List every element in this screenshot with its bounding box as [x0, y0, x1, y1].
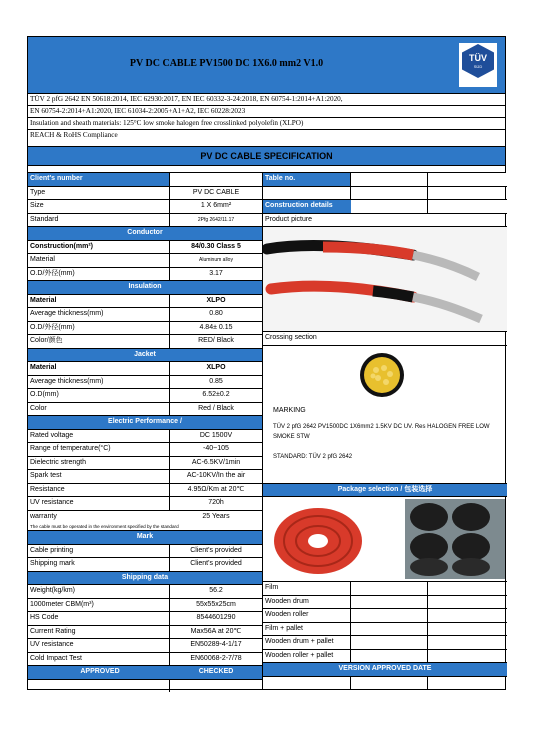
client-number-row: Client's number: [28, 173, 262, 187]
spec-row: Spark test AC-10KV/In the air: [28, 470, 262, 484]
construction-details-row: Construction details: [263, 200, 507, 214]
spec-row: 1000meter CBM(m³) 55x55x25cm: [28, 599, 262, 613]
approval-row: APPROVED CHECKED: [28, 666, 262, 680]
spec-row: O.D/外径(mm) 3.17: [28, 268, 262, 282]
crossing-section-label: Crossing section: [263, 332, 507, 346]
spec-row: Cold Impact Test EN60068-2-7/78: [28, 653, 262, 667]
spec-row: Material Aluminum alloy: [28, 254, 262, 268]
product-picture-label: Product picture: [263, 214, 507, 228]
spec-row: Average thickness(mm) 0.85: [28, 376, 262, 390]
spec-title: PV DC CABLE SPECIFICATION: [28, 146, 505, 166]
approval-blank-row: [28, 680, 262, 693]
spec-row: Size 1 X 6mm²: [28, 200, 262, 214]
version-blank-row: [263, 677, 507, 690]
package-photos: [263, 497, 507, 581]
spec-row: HS Code 8544601290: [28, 612, 262, 626]
spec-row: Material XLPO: [28, 295, 262, 309]
spec-row: UV resistance EN50289-4-1/17: [28, 639, 262, 653]
tuv-sud-logo: TÜV SÜD: [459, 43, 497, 87]
spec-row: Type PV DC CABLE: [28, 187, 262, 201]
package-option: Film + pallet: [263, 623, 507, 637]
package-option: Film: [263, 582, 507, 596]
marking-block: [263, 398, 507, 464]
spec-row: Rated voltage DC 1500V: [28, 430, 262, 444]
spec-sheet: [27, 36, 506, 690]
section-conductor: Conductor: [28, 227, 262, 241]
spec-row: Color/颜色 RED/ Black: [28, 335, 262, 349]
spec-row: Average thickness(mm) 0.80: [28, 308, 262, 322]
marking-title: MARKING: [273, 406, 306, 414]
package-option: Wooden roller: [263, 609, 507, 623]
spec-row: Cable printing Client's provided: [28, 545, 262, 559]
package-option: Wooden drum + pallet: [263, 636, 507, 650]
package-option: Wooden roller + pallet: [263, 650, 507, 664]
sheet-title: PV DC CABLE PV1500 DC 1X6.0 mm2 V1.0: [129, 58, 324, 69]
spec-row: Current Rating Max56A at 20℃: [28, 626, 262, 640]
spec-row: Standard 2Pfg 2642/11.17: [28, 214, 262, 228]
cross-section-illustration: [263, 346, 507, 398]
sheet-header: [28, 37, 505, 94]
spec-row: Color Red / Black: [28, 403, 262, 417]
standards-line-1: TÜV 2 pfG 2642 EN 50618:2014, IEC 62930:2017, EN IEC 60332-3-24:2018, EN 60754-1:2014+A1:2020,: [28, 94, 505, 106]
spec-row: Resistance 4.95Ω/Km at 20℃: [28, 484, 262, 498]
section-mark: Mark: [28, 531, 262, 545]
standards-line-3: Insulation and sheath materials: 125°C low smoke halogen free crosslinked polyolefin (XLPO): [28, 118, 505, 130]
standards-line-2: EN 60754-2:2014+A1:2020, IEC 61034-2:2005+A1+A2, IEC 60228:2023: [28, 106, 505, 118]
spec-row: warranty 25 Years: [30, 512, 230, 520]
crossing-section-picture: [263, 346, 507, 398]
spec-row: UV resistance 720h: [28, 497, 262, 511]
standards-line-4: REACH & RoHS Compliance: [30, 131, 118, 139]
marking-text: TÜV 2 pfG 2642 PV1500DC 1X6mm2 1.5KV DC UV. Res HALOGEN FREE LOW SMOKE STW: [273, 423, 490, 440]
spec-row: Range of temperature(°C) -40~105: [28, 443, 262, 457]
table-no-row: Table no.: [263, 173, 507, 187]
marking-standard: STANDARD: TÜV 2 pfG 2642: [273, 453, 353, 460]
spec-row: O.D/外径(mm) 4.84± 0.15: [28, 322, 262, 336]
section-jacket: Jacket: [28, 349, 262, 363]
spec-row: Dielectric strength AC-6.5KV/1min: [28, 457, 262, 471]
right-spec-column: [262, 173, 507, 689]
section-insulation: Insulation: [28, 281, 262, 295]
spec-row: O.D(mm) 6.52±0.2: [28, 389, 262, 403]
blank-row: [263, 187, 507, 201]
spec-row: Construction(mm²) 84/0.30 Class 5: [28, 241, 262, 255]
spec-row: Weight(kg/km) 56.2: [28, 585, 262, 599]
package-picture: [263, 497, 507, 582]
section-electric: Electric Performance /: [28, 416, 262, 430]
version-approved-row: VERSION APPROVED DATE: [263, 663, 507, 677]
product-picture: [263, 227, 507, 332]
package-selection-title: Package selection / 包装选择: [263, 483, 507, 498]
cable-photo: [263, 227, 507, 331]
left-spec-column: [28, 173, 262, 692]
package-option: Wooden drum: [263, 596, 507, 610]
spec-row: Material XLPO: [28, 362, 262, 376]
warranty-note: The cable must be operated in the environment specified by the standard: [28, 523, 262, 531]
spec-row: Shipping mark Client's provided: [28, 558, 262, 572]
section-shipping: Shipping data: [28, 572, 262, 586]
